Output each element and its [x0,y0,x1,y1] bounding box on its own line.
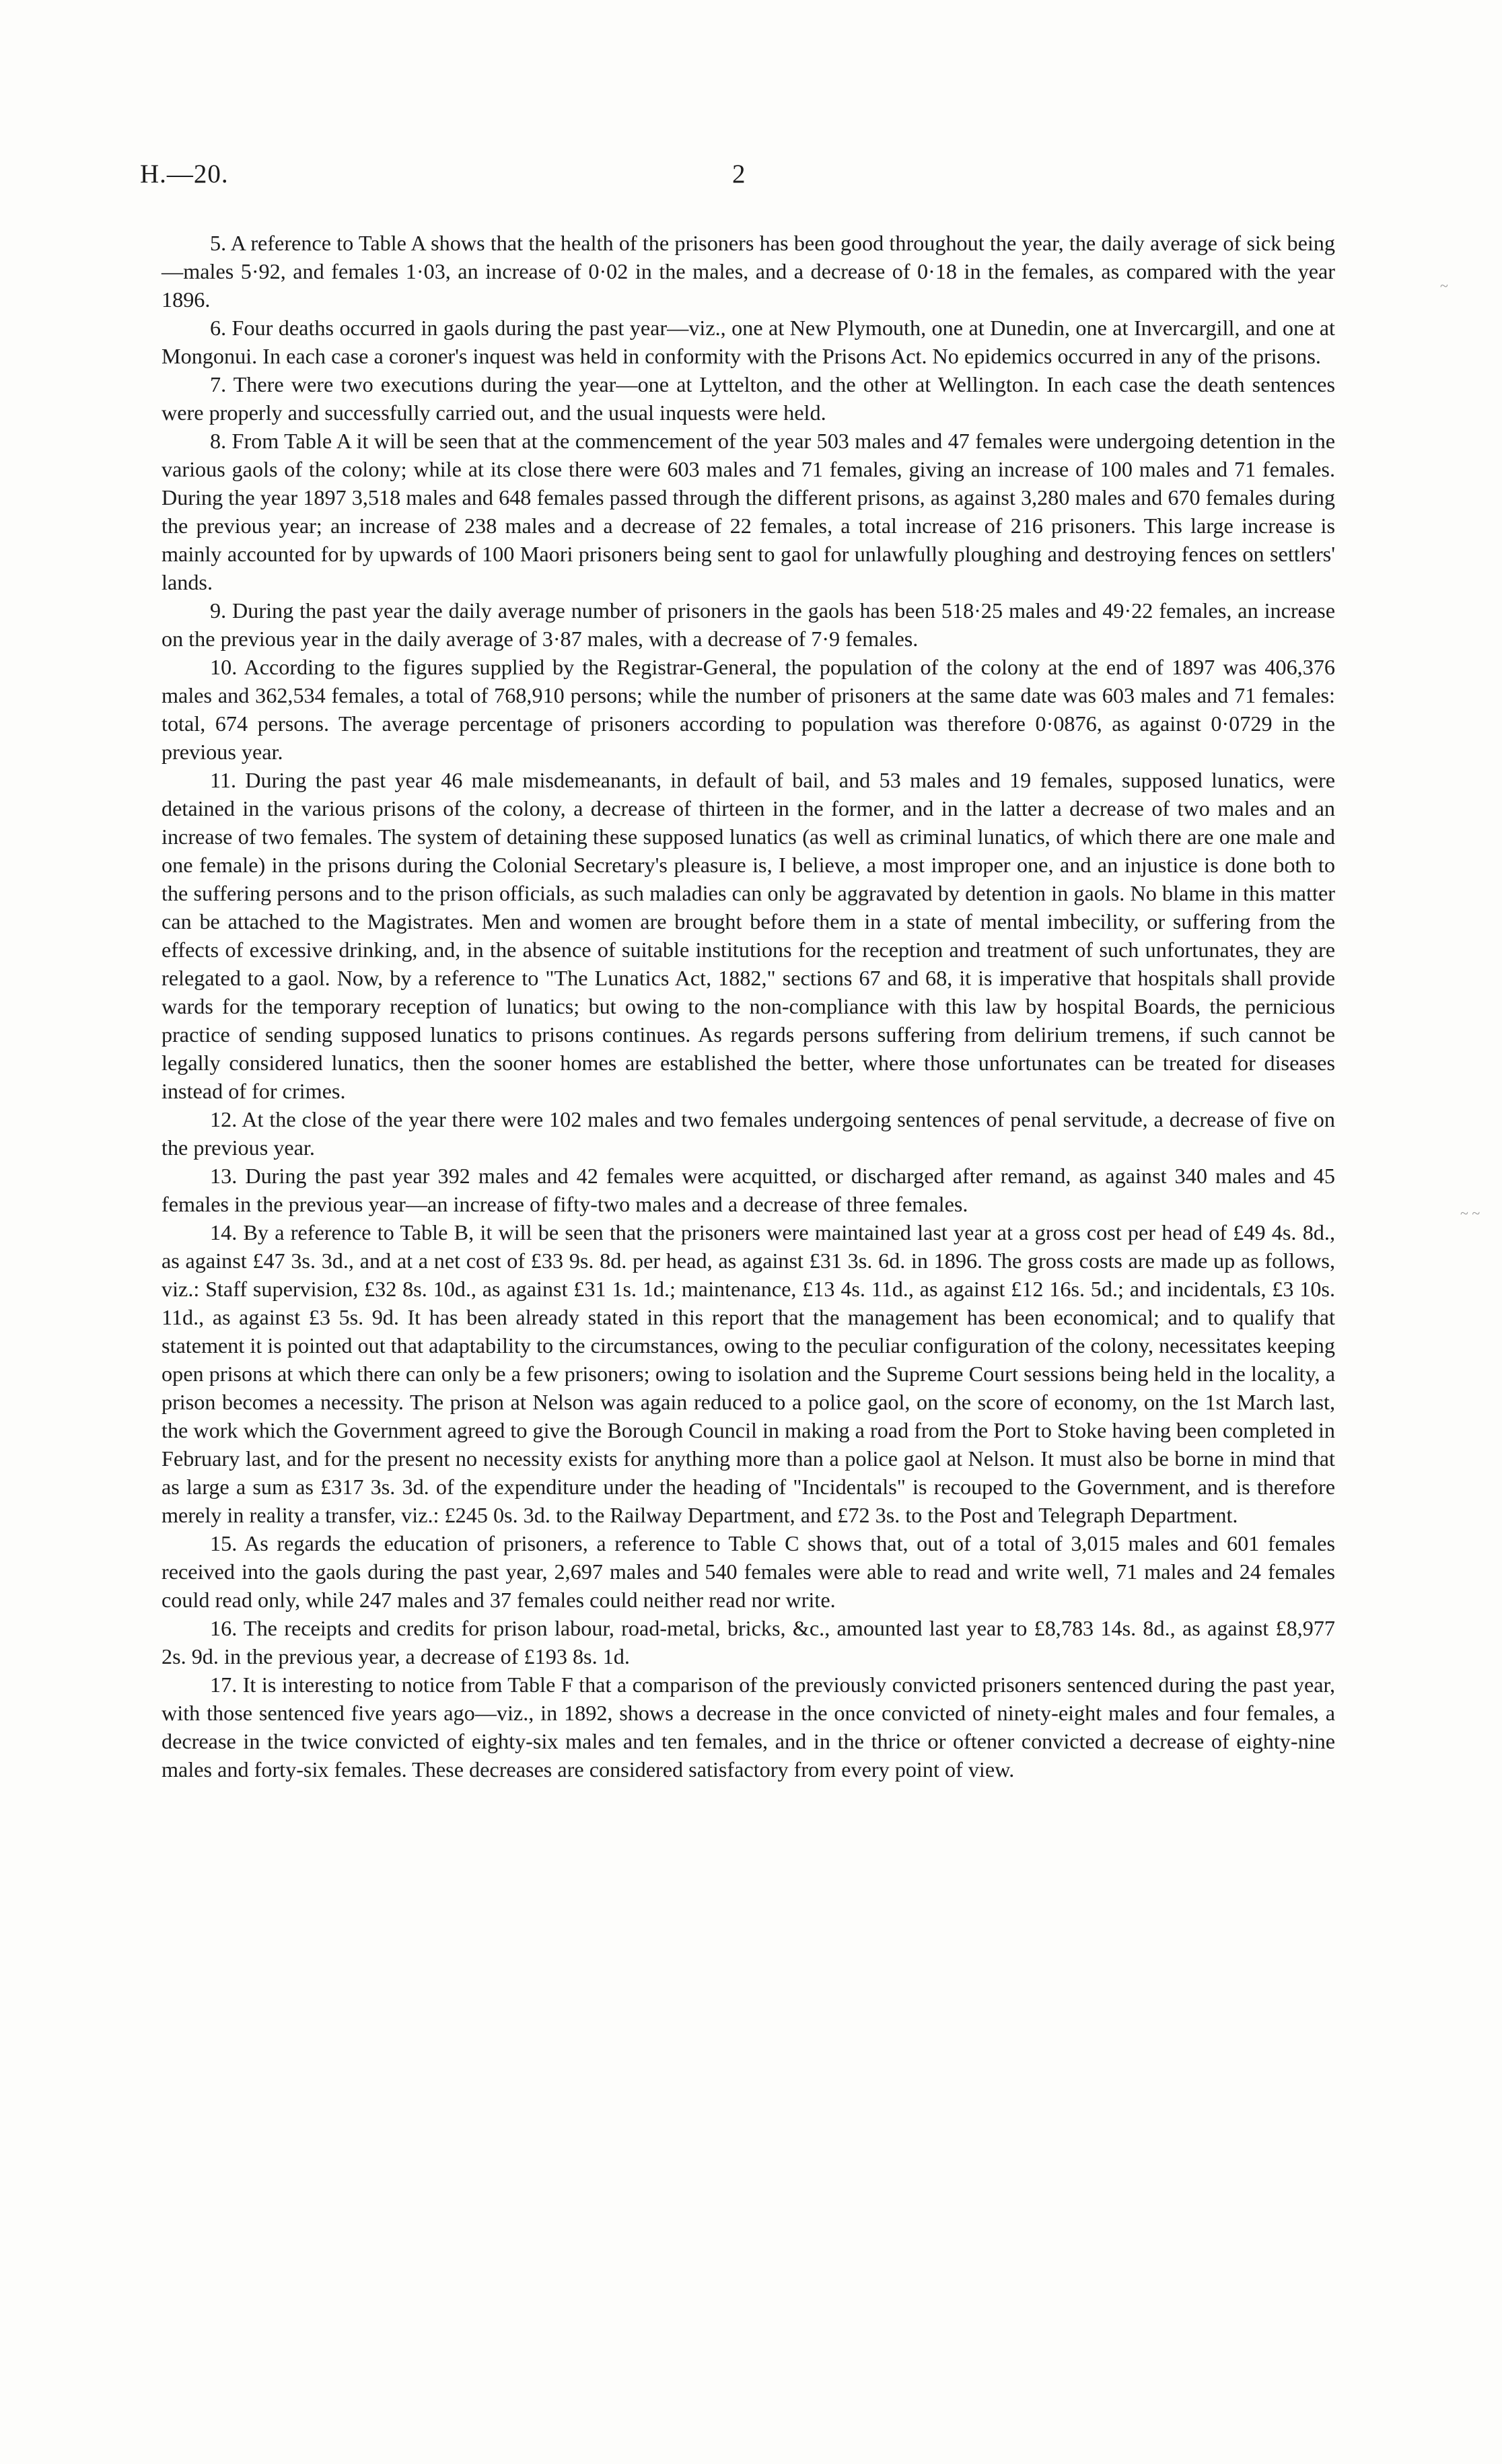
paragraph-8: 8. From Table A it will be seen that at the commencement of the year 503 males and 47 females were undergoing detention in the various gaols of the colony; while at its close there were 603 males and 71 females, giving an increase of 100 males and 71 females. During the year 1897 3,518 males and 648 females passed through the different prisons, as against 3,280 males and 670 females during the previous year; an increase of 238 males and a decrease of 22 females, a total increase of 216 prisoners. This large increase is mainly accounted for by upwards of 100 Maori prisoners being sent to gaol for unlawfully ploughing and destroying fences on settlers' lands. [162,429,1335,594]
paragraph-12: 12. At the close of the year there were 102 males and two females undergoing sentences of penal servitude, a decrease of five on the previous year. [162,1107,1335,1160]
document-reference: H.—20. [140,160,229,188]
paragraph-7: 7. There were two executions during the year—one at Lyttelton, and the other at Wellington. In each case the death sentences were properly and successfully carried out, and the usual inquests were held. [162,372,1335,425]
paragraph-10: 10. According to the figures supplied by the Registrar-General, the population of the colony at the end of 1897 was 406,376 males and 362,534 females, a total of 768,910 persons; while the number of prisoners at the same date was 603 males and 71 females: total, 674 persons. The average percentage of prisoners according to population was therefore 0·0876, as against 0·0729 in the previous year. [162,655,1335,764]
report-body [162,229,1335,1784]
paragraph-9: 9. During the past year the daily average number of prisoners in the gaols has been 518·25 males and 49·22 females, an increase on the previous year in the daily average of 3·87 males, with a decrease of 7·9 females. [162,598,1335,651]
page-header [140,159,1351,199]
margin-mark: ~ [1440,277,1448,294]
paragraph-14: 14. By a reference to Table B, it will be seen that the prisoners were maintained last year at a gross cost per head of £49 4s. 8d., as against £47 3s. 3d., and at a net cost of £33 9s. 8d. per head, as against £31 3s. 6d. in 1896. The gross costs are made up as follows, viz.: Staff supervision, £32 8s. 10d., as against £31 1s. 1d.; maintenance, £13 4s. 11d., as against £12 16s. 5d.; and incidentals, £3 10s. 11d., as against £3 5s. 9d. It has been already stated in this report that the management has been economical; and to qualify that statement it is pointed out that adaptability to the circumstances, owing to the peculiar configuration of the colony, necessitates keeping open prisons at which there can only be a few prisoners; owing to isolation and the Supreme Court sessions being held in the locality, a prison becomes a necessity. The prison at Nelson was again reduced to a police gaol, on the score of economy, on the 1st March last, the work which the Government agreed to give the Borough Council in making a road from the Port to Stoke having been completed in February last, and for the present no necessity exists for anything more than a police gaol at Nelson. It must also be borne in mind that as large a sum as £317 3s. 3d. of the expenditure under the heading of "Incidentals" is recouped to the Government, and is therefore merely in reality a transfer, viz.: £245 0s. 3d. to the Railway Department, and £72 3s. to the Post and Telegraph Department. [162,1220,1335,1527]
paragraph-16: 16. The receipts and credits for prison labour, road-metal, bricks, &c., amounted last year to £8,783 14s. 8d., as against £8,977 2s. 9d. in the previous year, a decrease of £193 8s. 1d. [162,1616,1335,1668]
paragraph-11: 11. During the past year 46 male misdemeanants, in default of bail, and 53 males and 19 females, supposed lunatics, were detained in the various prisons of the colony, a decrease of thirteen in the former, and in the latter a decrease of two males and an increase of two females. The system of detaining these supposed lunatics (as well as criminal lunatics, of which there are one male and one female) in the prisons during the Colonial Secretary's pleasure is, I believe, a most improper one, and an injustice is done both to the suffering persons and to the prison officials, as such maladies can only be aggravated by detention in gaols. No blame in this matter can be attached to the Magistrates. Men and women are brought before them in a state of mental imbecility, or suffering from the effects of excessive drinking, and, in the absence of suitable institutions for the reception and treatment of such unfortunates, they are relegated to a gaol. Now, by a reference to "The Lunatics Act, 1882," sections 67 and 68, it is imperative that hospitals shall provide wards for the temporary reception of lunatics; but owing to the non-compliance with this law by hospital Boards, the pernicious practice of sending supposed lunatics to prisons continues. As regards persons suffering from delirium tremens, if such cannot be legally considered lunatics, then the sooner homes are established the better, where those unfortunates can be treated for diseases instead of for crimes. [162,768,1335,1103]
paragraph-6: 6. Four deaths occurred in gaols during the past year—viz., one at New Plymouth, one at Dunedin, one at Invercargill, and one at Mongonui. In each case a coroner's inquest was held in conformity with the Prisons Act. No epidemics occurred in any of the prisons. [162,316,1335,368]
paragraph-13: 13. During the past year 392 males and 42 females were acquitted, or discharged after remand, as against 340 males and 45 females in the previous year—an increase of fifty-two males and a decrease of three females. [162,1164,1335,1216]
paragraph-17: 17. It is interesting to notice from Table F that a comparison of the previously convicted prisoners sentenced during the past year, with those sentenced five years ago—viz., in 1892, shows a decrease in the once convicted of ninety-eight males and four females, a decrease in the twice convicted of eighty-six males and ten females, and in the thrice or oftener convicted a decrease of eighty-nine males and forty-six females. These decreases are considered satisfactory from every point of view. [162,1673,1335,1782]
paragraph-15: 15. As regards the education of prisoners, a reference to Table C shows that, out of a total of 3,015 males and 601 females received into the gaols during the past year, 2,697 males and 540 females were able to read and write well, 71 males and 24 females could read only, while 247 males and 37 females could neither read nor write. [162,1531,1335,1612]
margin-mark: ~ ~ [1460,1205,1480,1222]
paragraph-5: 5. A reference to Table A shows that the health of the prisoners has been good throughout the year, the daily average of sick being—males 5·92, and females 1·03, an increase of 0·02 in the males, and a decrease of 0·18 in the females, as compared with the year 1896. [162,231,1335,312]
page-number: 2 [732,160,746,188]
